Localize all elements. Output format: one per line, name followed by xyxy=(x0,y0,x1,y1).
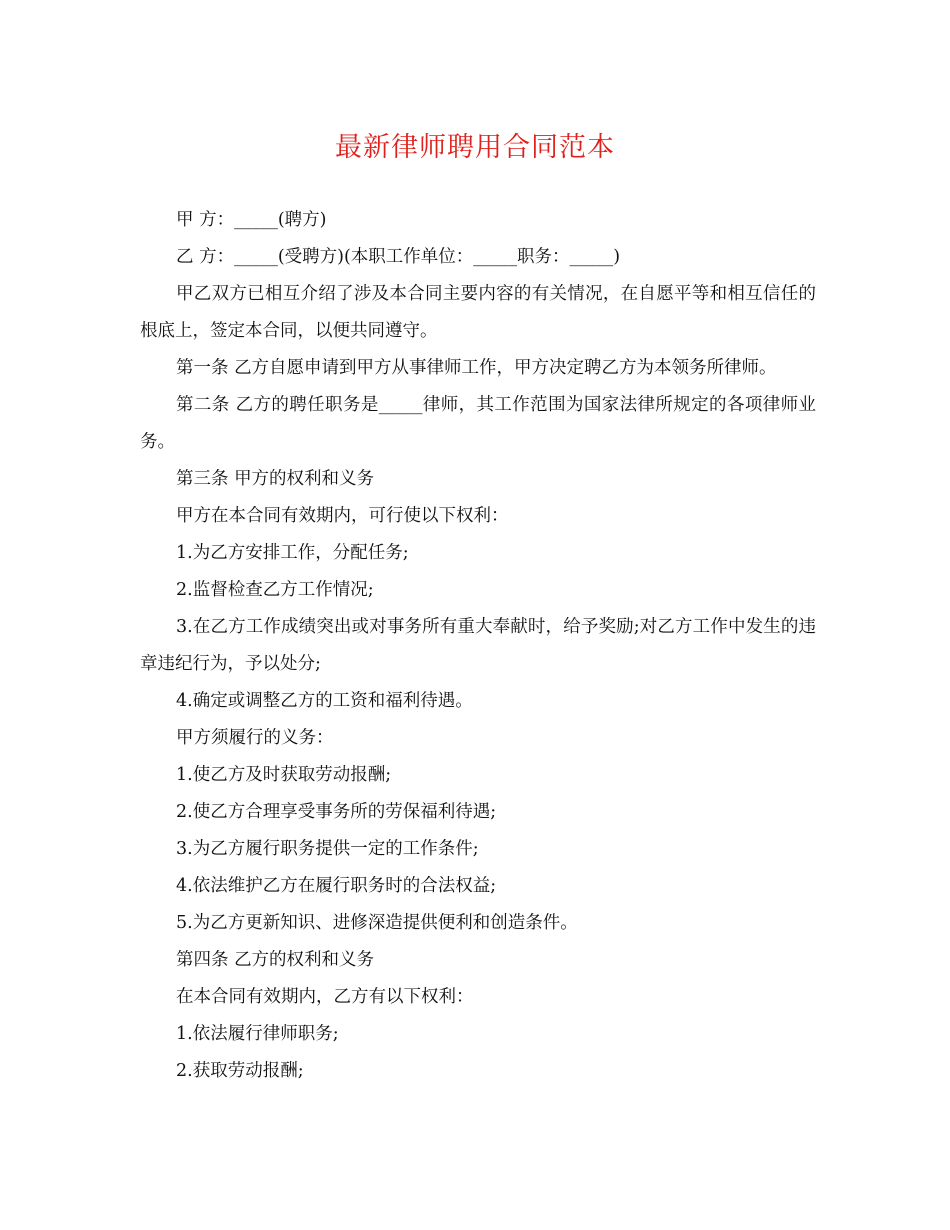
list-item: 3.在乙方工作成绩突出或对事务所有重大奉献时，给予奖励;对乙方工作中发生的违章违纪行为，予以处分; xyxy=(140,617,816,674)
list-item: 3.为乙方履行职务提供一定的工作条件; xyxy=(176,839,479,859)
party-a-rights-intro: 甲方在本合同有效期内，可行使以下权利： xyxy=(176,506,509,526)
party-b-rights-intro: 在本合同有效期内，乙方有以下权利： xyxy=(176,987,474,1007)
article-1: 第一条 乙方自愿申请到甲方从事律师工作，甲方决定聘乙方为本领务所律师。 xyxy=(176,358,777,378)
party-a-line: 甲 方：_____(聘方) xyxy=(176,210,327,230)
list-item: 1.为乙方安排工作，分配任务; xyxy=(176,543,409,563)
list-item: 4.依法维护乙方在履行职务时的合法权益; xyxy=(176,876,497,896)
article-3-heading: 第三条 甲方的权利和义务 xyxy=(176,469,375,489)
article-4-heading: 第四条 乙方的权利和义务 xyxy=(176,950,375,970)
list-item: 2.使乙方合理享受事务所的劳保福利待遇; xyxy=(176,802,497,822)
list-item: 1.依法履行律师职务; xyxy=(176,1024,339,1044)
list-item: 2.获取劳动报酬; xyxy=(176,1061,304,1081)
preamble-paragraph: 甲乙双方已相互介绍了涉及本合同主要内容的有关情况，在自愿平等和相互信任的根底上，签定本合同，以便共同遵守。 xyxy=(140,284,816,341)
party-b-line: 乙 方：_____(受聘方)(本职工作单位：_____职务：_____) xyxy=(176,247,621,267)
list-item: 5.为乙方更新知识、进修深造提供便利和创造条件。 xyxy=(176,913,578,933)
document-body xyxy=(140,202,816,1090)
document-title: 最新律师聘用合同范本 xyxy=(335,132,615,163)
list-item: 1.使乙方及时获取劳动报酬; xyxy=(176,765,392,785)
article-2: 第二条 乙方的聘任职务是_____律师，其工作范围为国家法律所规定的各项律师业务。 xyxy=(140,395,816,452)
party-a-duties-intro: 甲方须履行的义务： xyxy=(176,728,334,748)
list-item: 4.确定或调整乙方的工资和福利待遇。 xyxy=(176,691,473,711)
list-item: 2.监督检查乙方工作情况; xyxy=(176,580,374,600)
